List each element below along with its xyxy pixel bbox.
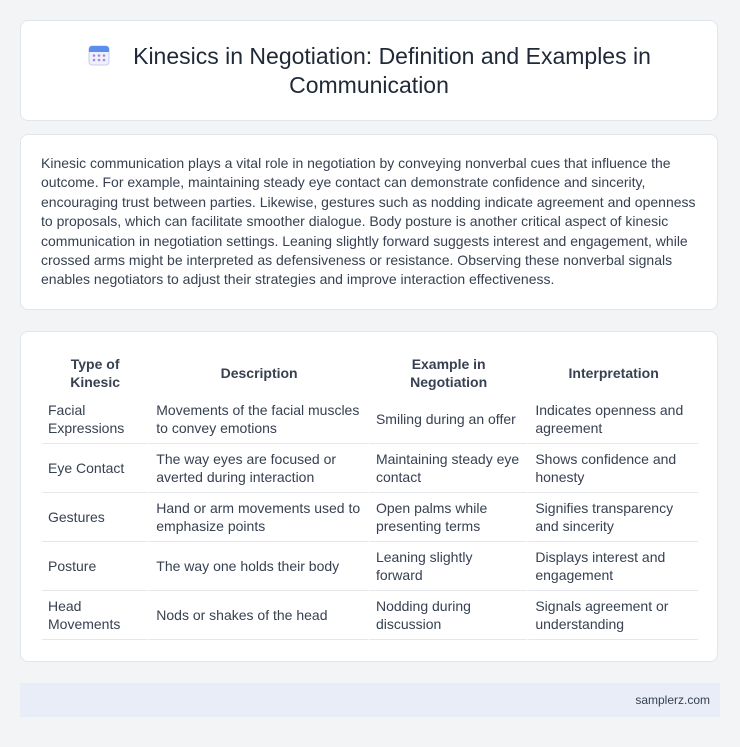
cell-interpretation: Shows confidence and honesty (527, 444, 698, 493)
table-card (20, 331, 718, 662)
cell-example: Open palms while presenting terms (368, 493, 527, 542)
cell-example: Leaning slightly forward (368, 542, 527, 591)
table-row (42, 591, 698, 640)
cell-type: Posture (42, 542, 148, 591)
cell-interpretation: Signals agreement or understanding (527, 591, 698, 640)
table-row (42, 395, 698, 444)
cell-description: Nods or shakes of the head (148, 591, 368, 640)
footer-bar (20, 683, 720, 717)
footer-site-link[interactable]: samplerz.com (635, 693, 710, 707)
cell-example: Nodding during discussion (368, 591, 527, 640)
cell-description: Hand or arm movements used to emphasize points (148, 493, 368, 542)
table-row (42, 542, 698, 591)
header-description: Description (148, 351, 368, 395)
cell-type: Gestures (42, 493, 148, 542)
header-example: Example in Negotiation (368, 351, 527, 395)
header-interpretation: Interpretation (527, 351, 698, 395)
cell-type: Head Movements (42, 591, 148, 640)
cell-type: Facial Expressions (42, 395, 148, 444)
calendar-icon (87, 43, 111, 67)
cell-example: Smiling during an offer (368, 395, 527, 444)
table-row (42, 444, 698, 493)
cell-example: Maintaining steady eye contact (368, 444, 527, 493)
cell-type: Eye Contact (42, 444, 148, 493)
table-header-row (42, 351, 698, 395)
cell-description: The way eyes are focused or averted during interaction (148, 444, 368, 493)
cell-interpretation: Displays interest and engagement (527, 542, 698, 591)
cell-interpretation: Signifies transparency and sincerity (527, 493, 698, 542)
cell-interpretation: Indicates openness and agreement (527, 395, 698, 444)
intro-paragraph: Kinesic communication plays a vital role in negotiation by conveying nonverbal cues that influence the outcome. For example, maintaining steady eye contact can demonstrate confidence and sincerity, encouraging trust between parties. Likewise, gestures such as nodding indicate agreement and openness to proposals, which can facilitate smoother dialogue. Body posture is another critical aspect of kinesic communication in negotiation settings. Leaning slightly forward suggests interest and engagement, while crossed arms might be interpreted as defensiveness or resistance. Observing these nonverbal signals enables negotiators to adjust their strategies and improve interaction effectiveness. (41, 155, 696, 288)
title-card (20, 20, 718, 121)
cell-description: The way one holds their body (148, 542, 368, 591)
cell-description: Movements of the facial muscles to convey emotions (148, 395, 368, 444)
intro-card (20, 134, 718, 310)
kinesics-table (42, 351, 698, 640)
page-title (21, 42, 717, 100)
page-title-text: Kinesics in Negotiation: Definition and Examples in Communication (133, 42, 651, 98)
table-row (42, 493, 698, 542)
header-type: Type of Kinesic (70, 356, 121, 390)
